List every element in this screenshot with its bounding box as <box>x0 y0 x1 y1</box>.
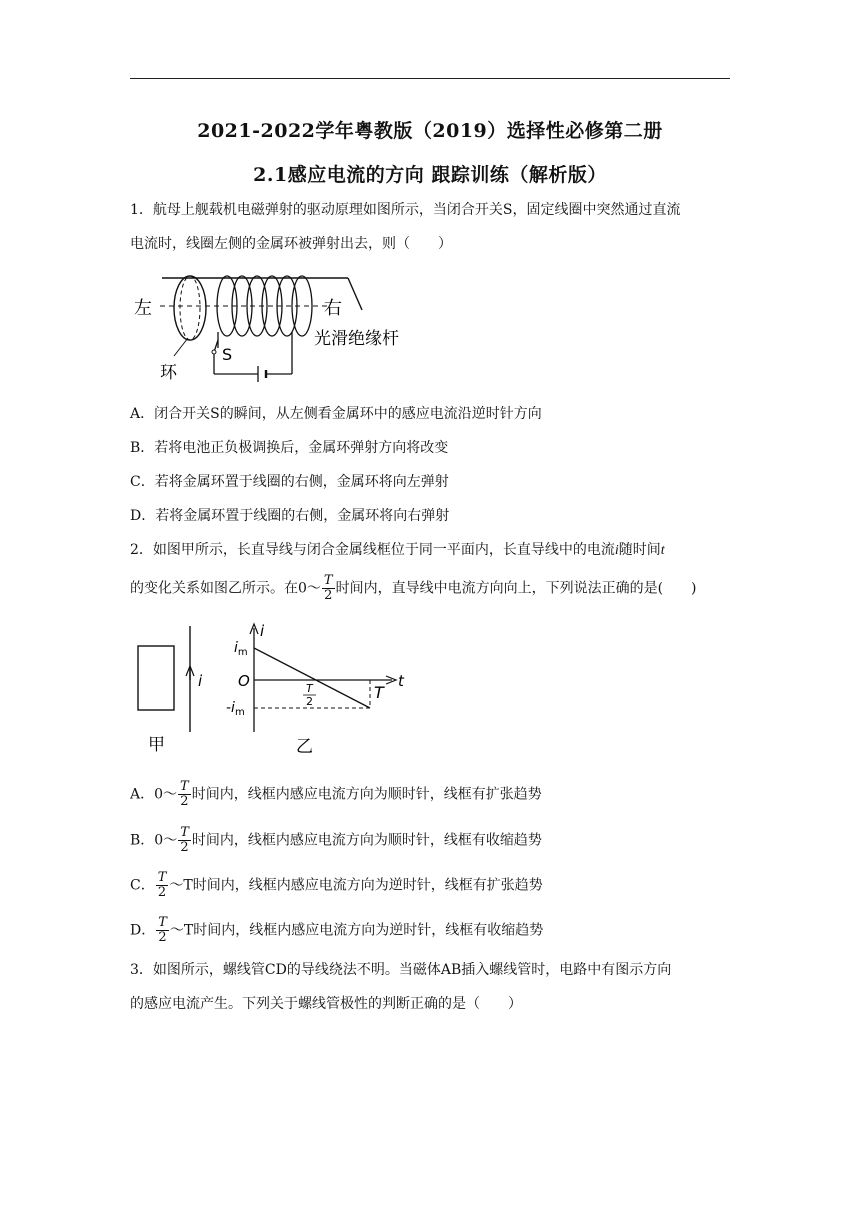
q2-label-half-den: 2 <box>306 695 313 708</box>
q1-label-left: 左 <box>134 298 152 319</box>
q2-label-im: i <box>234 640 238 656</box>
q2-option-d: D． $\frac{T}{2}$ ～T时间内，线框内感应电流方向为逆时针，线框有收缩趋势 <box>130 915 544 945</box>
header-rule <box>130 78 730 79</box>
q1-stem-line1: 1．航母上舰载机电磁弹射的驱动原理如图所示，当闭合开关S，固定线圈中突然通过直流 <box>130 202 681 218</box>
q2-option-b-frac: $\frac{T}{2}$ <box>180 825 189 855</box>
q1-figure-coil <box>130 268 399 384</box>
q2-option-c-frac: $\frac{T}{2}$ <box>157 870 167 900</box>
document-title: 2021-2022学年粤教版（2019）选择性必修第二册 <box>197 120 663 142</box>
q3-stem-line1: 3．如图所示，螺线管CD的导线绕法不明。当磁体AB插入螺线管时，电路中有图示方向 <box>130 962 672 978</box>
q2-stem-line2 <box>130 574 735 603</box>
q2-jia-i-label: i <box>198 672 203 690</box>
q2-option-b: B．0～ $\frac{T}{2}$ 时间内，线框内感应电流方向为顺时针，线框有收缩趋势 <box>130 825 542 855</box>
q2-var-i: i <box>614 543 619 558</box>
q2-stem-text-a: 2．如图甲所示，长直导线与闭合金属线框位于同一平面内，长直导线中的电流 <box>130 542 615 558</box>
q2-label-jia: 甲 <box>148 735 165 755</box>
q2-option-c: C． $\frac{T}{2}$ ～T时间内，线框内感应电流方向为逆时针，线框有扩张趋势 <box>130 870 543 900</box>
q1-option-a: A．闭合开关S的瞬间，从左侧看金属环中的感应电流沿逆时针方向 <box>130 406 542 422</box>
q1-label-ring: 环 <box>160 363 177 383</box>
q2-label-origin: O <box>238 672 250 690</box>
q2-var-t: t <box>660 543 665 558</box>
q2-option-d-frac: $\frac{T}{2}$ <box>158 915 167 945</box>
q1-stem-line2: 电流时，线圈左侧的金属环被弹射出去，则（ ） <box>130 236 452 252</box>
q3-stem-line2: 的感应电流产生。下列关于螺线管极性的判断正确的是（ ） <box>130 996 522 1012</box>
q2-stem-line1 <box>130 540 735 561</box>
q2-axis-t: t <box>398 672 404 690</box>
q2-label-neg-im: -i <box>226 700 235 716</box>
q1-option-b: B．若将电池正负极调换后，金属环弹射方向将改变 <box>130 440 449 456</box>
svg-text:im <box>234 640 248 658</box>
q2-label-yi: 乙 <box>296 737 313 757</box>
q1-label-switch: S <box>222 345 233 364</box>
q1-label-rod: 光滑绝缘杆 <box>314 329 399 349</box>
q2-frac-half: $\frac{T}{2}$ <box>323 573 333 603</box>
svg-text:-im <box>226 700 245 718</box>
q2-figure <box>130 620 420 760</box>
q1-option-d: D．若将金属环置于线圈的右侧，金属环将向右弹射 <box>130 508 450 524</box>
q1-label-right: 右 <box>324 298 342 319</box>
q2-label-half-num: T <box>306 682 313 695</box>
q2-stem-text-d: 时间内，直导线中电流方向向上，下列说法正确的是( ) <box>335 580 697 597</box>
q2-option-a-frac: $\frac{T}{2}$ <box>180 779 189 809</box>
q1-option-c: C．若将金属环置于线圈的右侧，金属环将向左弹射 <box>130 474 449 490</box>
q2-stem-text-b: 随时间 <box>618 542 661 558</box>
q2-label-im-sub: m <box>237 647 248 658</box>
q2-label-T: T <box>374 683 384 702</box>
q2-label-neg-im-sub: m <box>234 707 245 718</box>
q2-option-a: A．0～ $\frac{T}{2}$ 时间内，线框内感应电流方向为顺时针，线框有扩张趋势 <box>130 779 542 809</box>
q2-axis-i: i <box>260 622 265 640</box>
q2-stem-text-c: 的变化关系如图乙所示。在0～ <box>130 580 321 597</box>
document-subtitle: 2.1感应电流的方向 跟踪训练（解析版） <box>253 164 607 186</box>
